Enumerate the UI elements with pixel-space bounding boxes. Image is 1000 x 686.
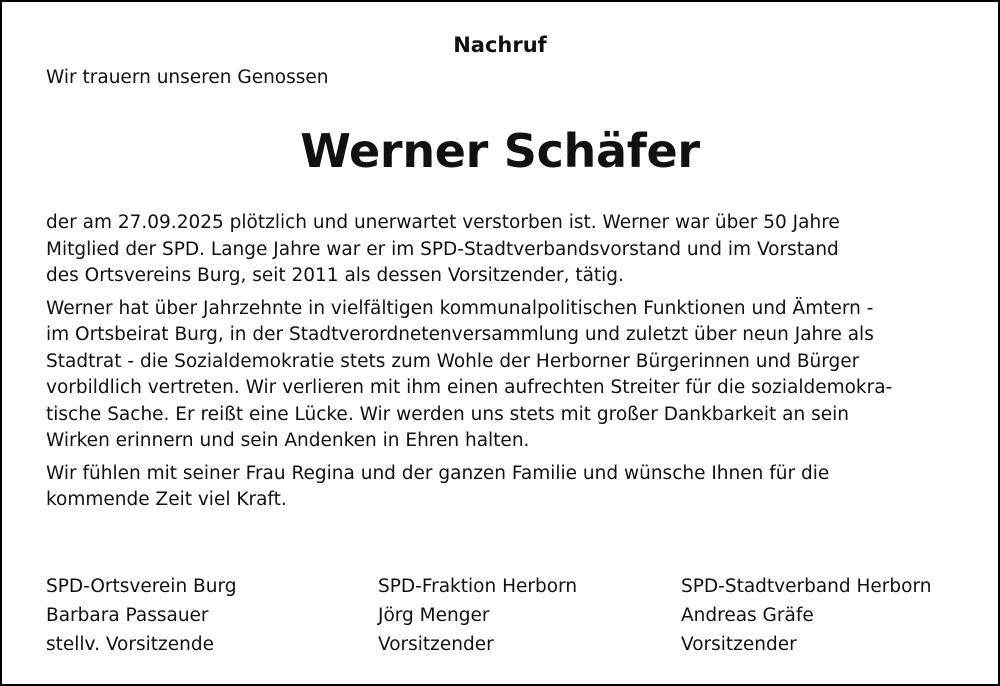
obituary-text xyxy=(46,210,966,520)
signature-fraktion xyxy=(378,572,577,659)
signature-person: Jörg Menger xyxy=(378,605,490,626)
text-line: des Ortsvereins Burg, seit 2011 als dessen Vorsitzender, tätig. xyxy=(46,265,624,286)
deceased-name: Werner Schäfer xyxy=(300,124,700,178)
text-line: Mitglied der SPD. Lange Jahre war er im SPD-Stadtverbandsvorstand und im Vorstand xyxy=(46,238,839,260)
paragraph-tribute xyxy=(46,296,966,455)
signature-organization: SPD-Fraktion Herborn xyxy=(378,576,578,597)
text-line: der am 27.09.2025 plötzlich und unerwartet verstorben ist. Werner war über 50 Jahre xyxy=(46,212,840,233)
text-line: Wir fühlen mit seiner Frau Regina und der ganzen Familie und wünsche Ihnen für die xyxy=(46,462,830,484)
signature-block xyxy=(2,572,998,662)
notice-heading: Nachruf xyxy=(453,33,547,57)
text-line: Stadtrat - die Sozialdemokratie stets zum Wohle der Herborner Bürgerinnen und Bürger xyxy=(46,350,860,372)
text-line: im Ortsbeirat Burg, in der Stadtverordnetenversammlung und zuletzt über neun Jahre als xyxy=(46,324,874,345)
signature-stadtverband xyxy=(681,572,931,659)
signature-person: Barbara Passauer xyxy=(46,605,209,626)
intro-line: Wir trauern unseren Genossen xyxy=(46,67,329,88)
text-line: kommende Zeit viel Kraft. xyxy=(46,489,287,510)
signature-role: Vorsitzender xyxy=(681,634,797,655)
text-line: tische Sache. Er reißt eine Lücke. Wir werden uns stets mit großer Dankbarkeit an sein xyxy=(46,403,849,425)
signature-organization: SPD-Ortsverein Burg xyxy=(46,576,237,597)
signature-organization: SPD-Stadtverband Herborn xyxy=(681,576,932,597)
text-line: vorbildlich vertreten. Wir verlieren mit ihm einen aufrechten Streiter für die sozialdemokra- xyxy=(46,377,893,398)
paragraph-condolence xyxy=(46,461,966,514)
signature-role: Vorsitzender xyxy=(378,634,494,655)
signature-role: stellv. Vorsitzende xyxy=(46,634,214,655)
text-line: Wirken erinnern und sein Andenken in Ehren halten. xyxy=(46,430,530,451)
text-line: Werner hat über Jahrzehnte in vielfältigen kommunalpolitischen Funktionen und Ämtern - xyxy=(46,297,874,319)
signature-person: Andreas Gräfe xyxy=(681,605,814,626)
signature-ortsverein xyxy=(46,572,237,659)
paragraph-biography xyxy=(46,210,966,290)
